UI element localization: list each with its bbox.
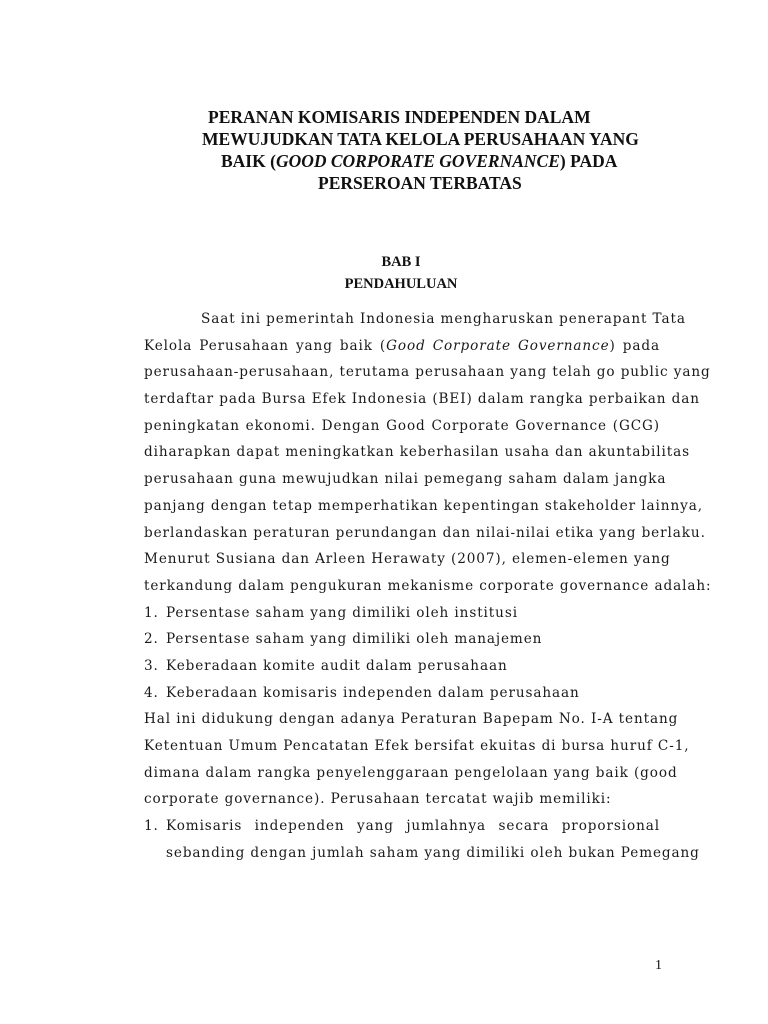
title-line-4: PERSEROAN TERBATAS	[318, 173, 522, 193]
paragraph-1-line-6: diharapkan dapat meningkatkan keberhasilan usaha dan akuntabilitas	[144, 444, 690, 461]
title-line-3-end: ) PADA	[559, 151, 618, 171]
list-item-text: Persentase saham yang dimiliki oleh institusi	[166, 604, 518, 621]
title-line-3-start: BAIK (	[221, 151, 276, 171]
page-number: 1	[655, 958, 662, 973]
list-item-text: Persentase saham yang dimiliki oleh manajemen	[166, 631, 543, 648]
title-line-3	[180, 150, 660, 172]
body-text	[144, 306, 712, 866]
list-2-item-1-line-2: sebanding dengan jumlah saham yang dimiliki oleh bukan Pemegang	[166, 844, 700, 861]
paragraph-2-line-2: Ketentuan Umum Pencatatan Efek bersifat ekuitas di bursa huruf C-1,	[144, 738, 690, 754]
paragraph-1-line-9: berlandaskan peraturan perundangan dan nilai-nilai etika yang berlaku.	[144, 524, 706, 541]
paragraph-1-line-8: panjang dengan tetap memperhatikan kepentingan stakeholder lainnya,	[144, 497, 703, 514]
paragraph-1-line-3: perusahaan-perusahaan, terutama perusahaan yang telah go public yang	[144, 364, 711, 381]
paragraph-1-line-11: terkandung dalam pengukuran mekanisme corporate governance adalah:	[144, 577, 712, 594]
title-line-2: MEWUJUDKAN TATA KELOLA PERUSAHAAN YANG	[202, 129, 639, 149]
paragraph-1-line-2-start: Kelola Perusahaan yang baik (	[144, 337, 387, 354]
list-item	[144, 600, 660, 627]
paragraph-1-line-2-end: ) pada	[609, 337, 660, 354]
list-item-number: 4.	[144, 684, 159, 701]
paragraph-1-line-2-italic: Good Corporate Governance	[386, 337, 610, 354]
list-item-number: 3.	[144, 657, 159, 674]
list-item	[144, 680, 660, 707]
paragraph-1-line-1: Saat ini pemerintah Indonesia mengharuskan penerapant Tata	[201, 311, 686, 327]
paragraph-2-line-1: Hal ini didukung dengan adanya Peraturan Bapepam No. I-A tentang	[144, 711, 679, 728]
list-item-number: 2.	[144, 631, 159, 648]
list-2-item-1-text: Komisaris independen yang jumlahnya secara proporsional	[166, 818, 660, 835]
paragraph-2-line-3: dimana dalam rangka penyelenggaraan pengelolaan yang baik (good	[144, 764, 678, 781]
list-item-number: 1.	[144, 604, 159, 621]
chapter-name: PENDAHULUAN	[344, 276, 458, 292]
document-title	[180, 106, 660, 194]
list-2-item-1-line-1	[144, 813, 660, 840]
list-item	[144, 653, 660, 680]
paragraph-1-line-2	[144, 333, 660, 360]
title-line-1: PERANAN KOMISARIS INDEPENDEN DALAM	[208, 107, 591, 127]
paragraph-1-line-10: Menurut Susiana dan Arleen Herawaty (2007), elemen-elemen yang	[144, 551, 671, 568]
chapter-number: BAB I	[381, 254, 421, 270]
paragraph-1-line-5: peningkatan ekonomi. Dengan Good Corporate Governance (GCG)	[144, 417, 660, 434]
title-line-3-italic: GOOD CORPORATE GOVERNANCE	[275, 151, 560, 171]
list-item	[144, 626, 660, 653]
list-item-text: Keberadaan komite audit dalam perusahaan	[166, 657, 508, 674]
list-item-number: 1.	[144, 818, 159, 835]
list-item-text: Keberadaan komisaris independen dalam perusahaan	[166, 684, 580, 701]
paragraph-2-line-4: corporate governance). Perusahaan tercatat wajib memiliki:	[144, 791, 612, 808]
paragraph-1-line-4: terdaftar pada Bursa Efek Indonesia (BEI) dalam rangka perbaikan dan	[144, 391, 700, 408]
paragraph-1-line-7: perusahaan guna mewujudkan nilai pemegang saham dalam jangka	[144, 471, 667, 488]
